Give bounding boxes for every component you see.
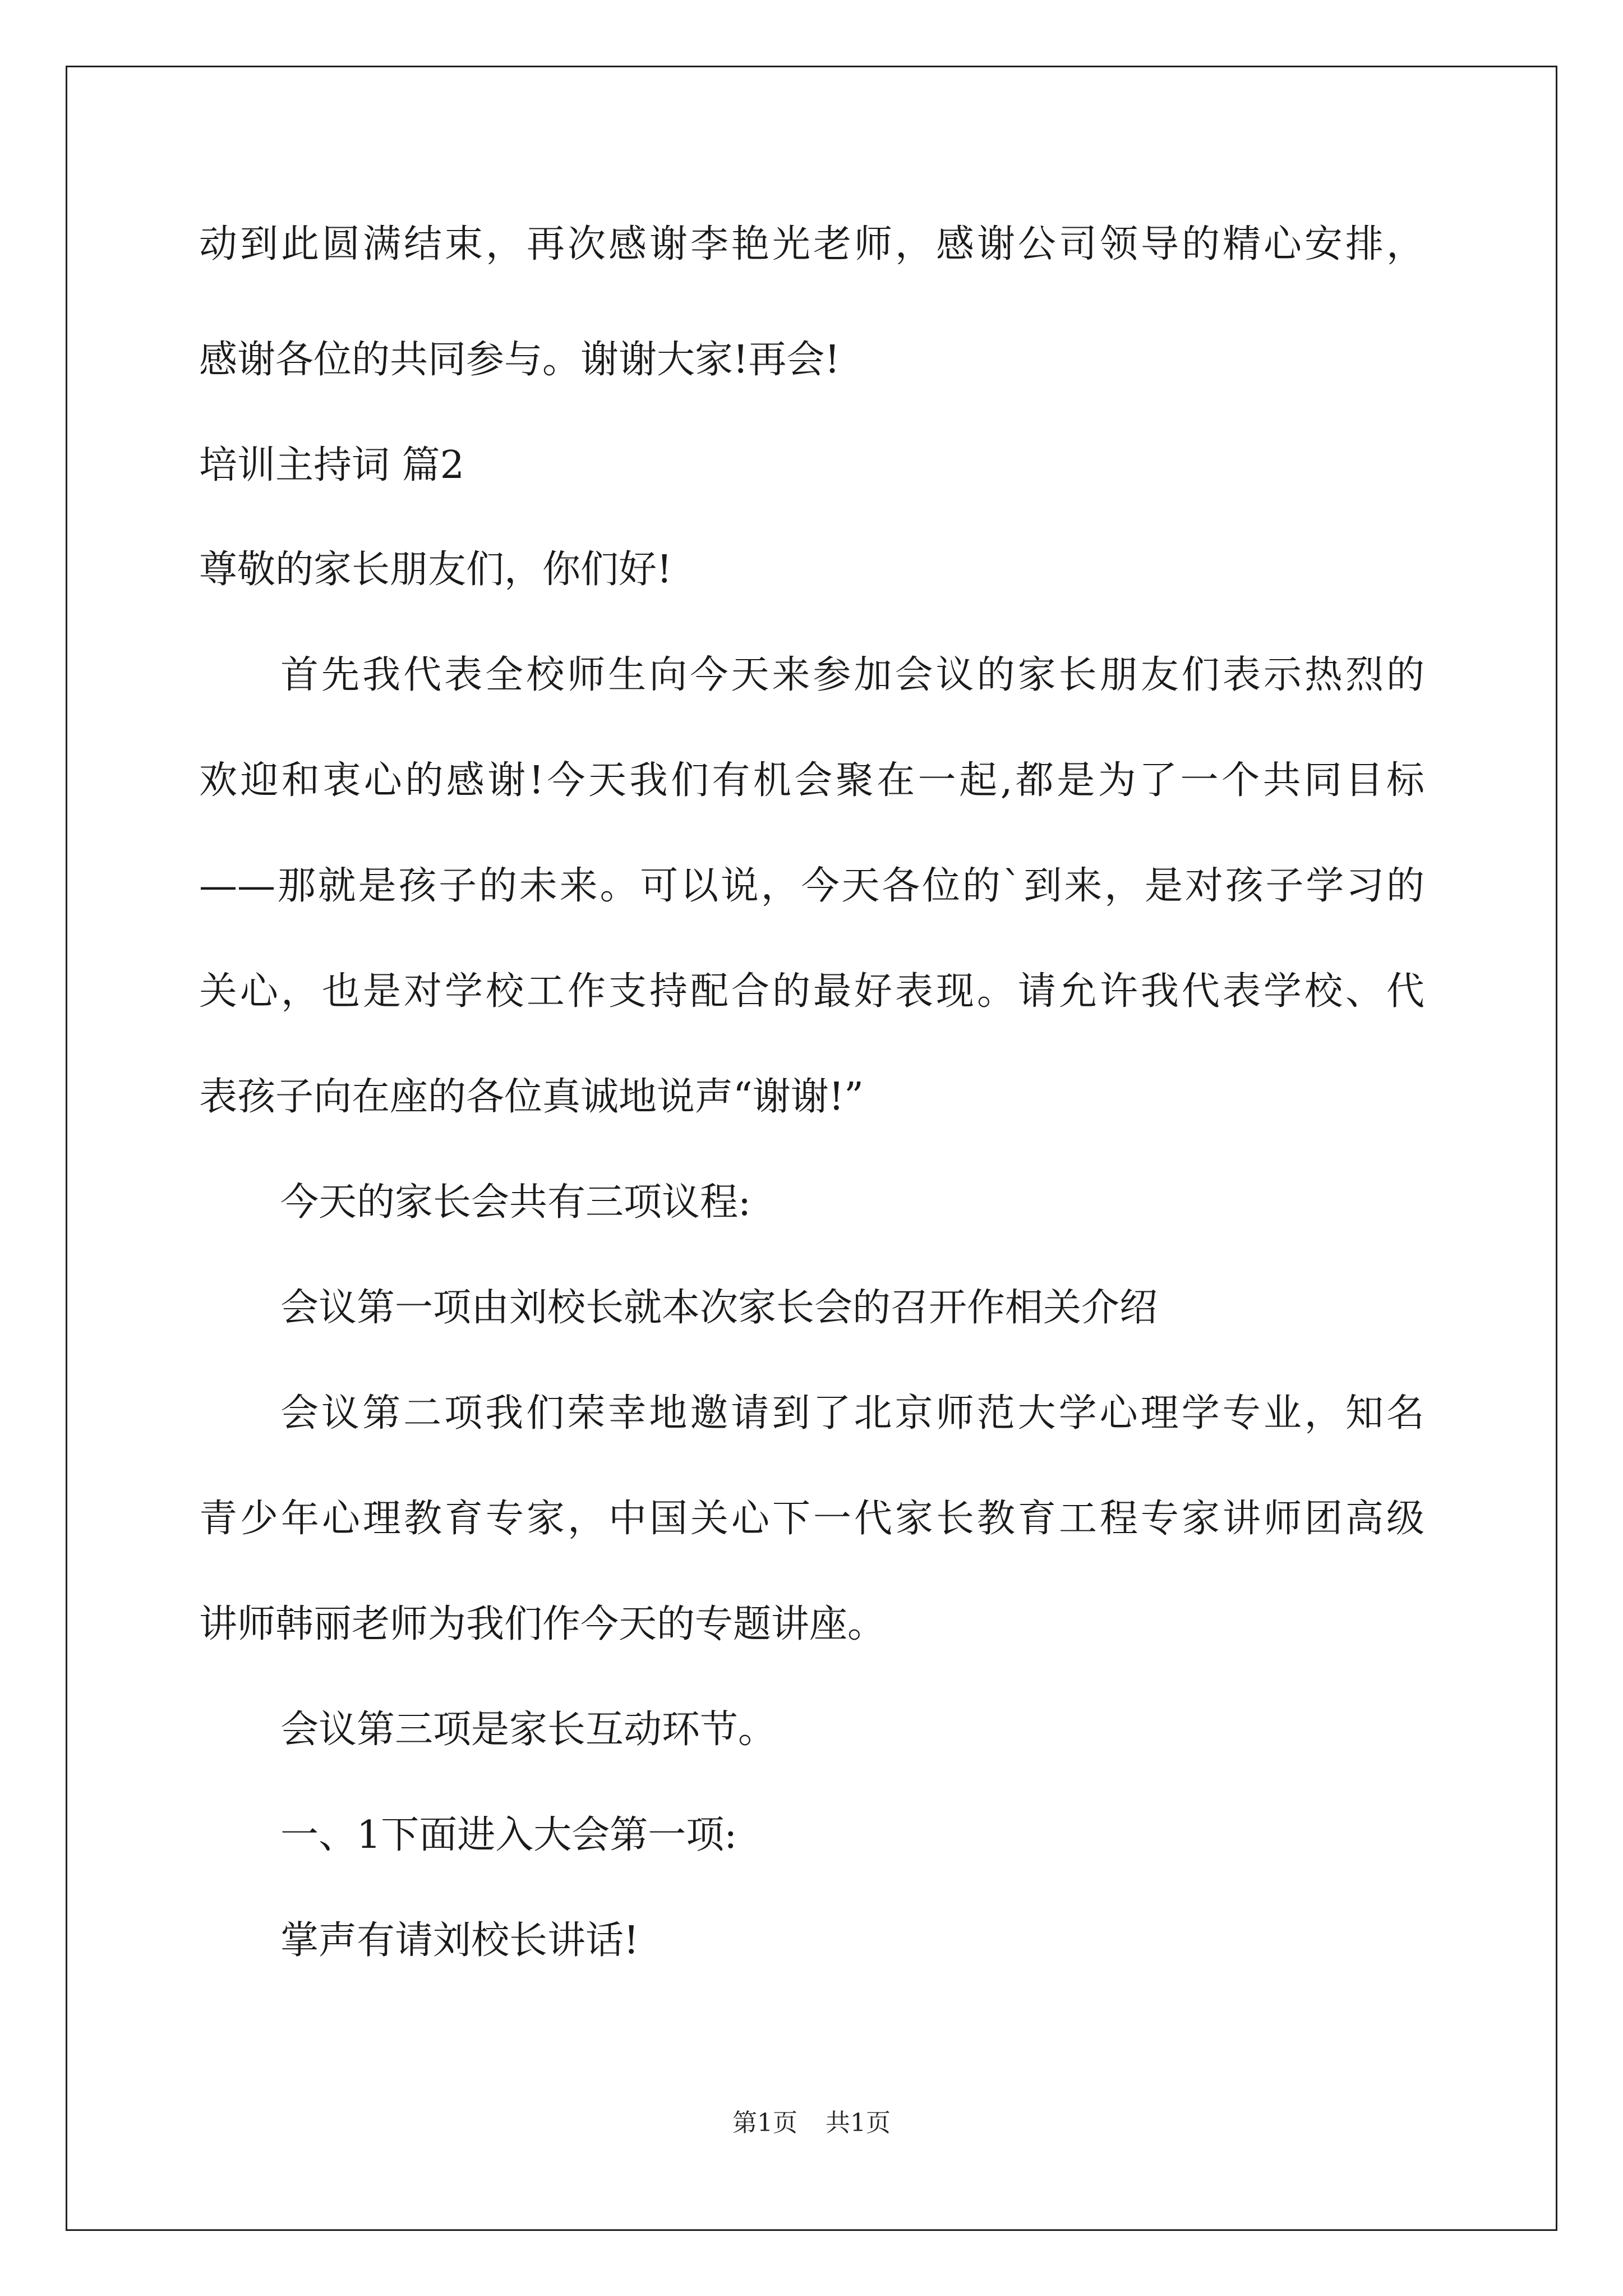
- text-line-10: 今天的家长会共有三项议程:: [280, 1180, 751, 1225]
- page-total: 共1页: [826, 2109, 891, 2137]
- text-line-15: 会议第三项是家长互动环节。: [280, 1708, 777, 1752]
- text-line-5: 首先我代表全校师生向今天来参加会议的家长朋友们表示热烈的: [280, 653, 1424, 697]
- text-line-11: 会议第一项由刘校长就本次家长会的召开作相关介绍: [280, 1286, 1158, 1330]
- text-line-12: 会议第二项我们荣幸地邀请到了北京师范大学心理学专业，知名: [280, 1391, 1424, 1435]
- greeting-line: 尊敬的家长朋友们，你们好!: [199, 547, 672, 592]
- page-border: [66, 66, 1557, 2231]
- text-line-9: 表孩子向在座的各位真诚地说声“谢谢!”: [199, 1075, 864, 1119]
- text-line-1: 动到此圆满结束，再次感谢李艳光老师，感谢公司领导的精心安排，: [199, 222, 1424, 266]
- page-number: 第1页: [732, 2109, 797, 2137]
- text-line-2: 感谢各位的共同参与。谢谢大家!再会!: [199, 338, 840, 382]
- text-line-6: 欢迎和衷心的感谢!今天我们有机会聚在一起,都是为了一个共同目标: [199, 758, 1424, 803]
- text-line-17: 掌声有请刘校长讲话!: [280, 1918, 639, 1963]
- page-footer: [0, 2106, 1623, 2140]
- text-line-7: ——那就是孩子的未来。可以说，今天各位的`到来，是对孩子学习的: [199, 864, 1424, 908]
- text-line-8: 关心，也是对学校工作支持配合的最好表现。请允许我代表学校、代: [199, 969, 1424, 1014]
- section-heading: 培训主持词 篇2: [199, 443, 464, 487]
- text-line-13: 青少年心理教育专家，中国关心下一代家长教育工程专家讲师团高级: [199, 1497, 1424, 1541]
- text-line-14: 讲师韩丽老师为我们作今天的专题讲座。: [199, 1602, 886, 1646]
- text-line-16: 一、1下面进入大会第一项:: [280, 1813, 737, 1857]
